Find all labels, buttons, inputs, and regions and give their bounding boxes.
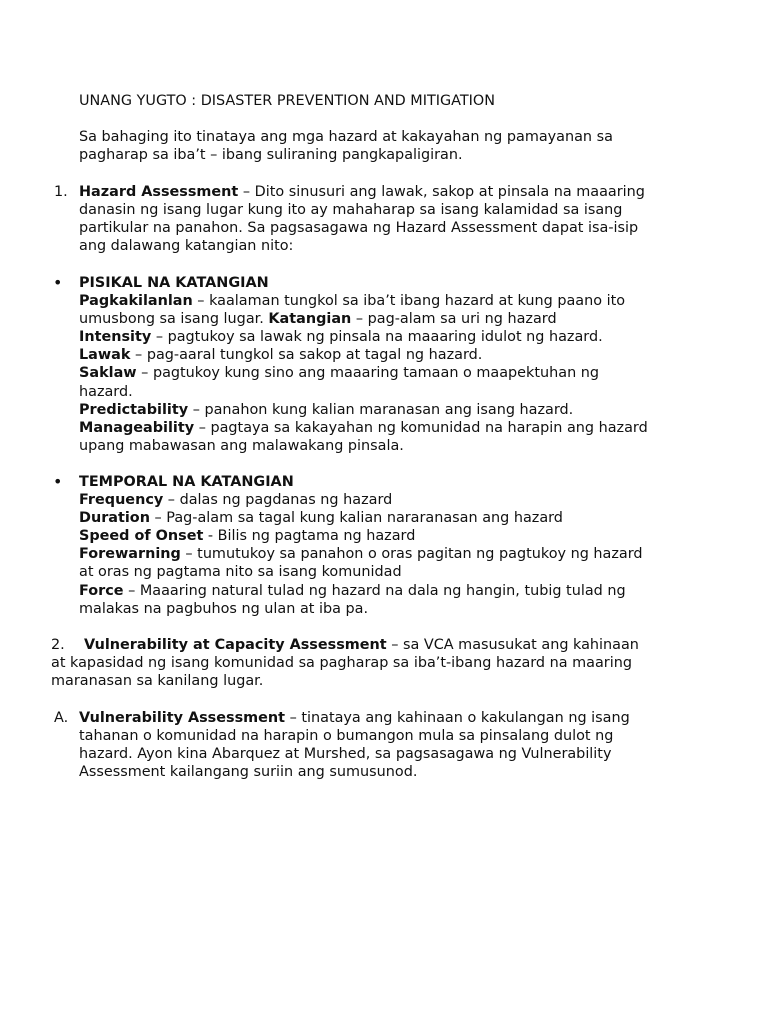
bullet-icon: • <box>53 472 63 491</box>
vulnerability-assessment-item: A. Vulnerability Assessment – tinataya ang kahinaan o kakulangan ng isang tahanan o komunidad na harapin o bumangon mula sa pinsalang dulot ng hazard. Ayon kina Abarquez at Murshed, sa pagsasagawa ng Vulnerability Assessment kailangang suriin ang sumusunod. <box>54 710 630 781</box>
section-heading: TEMPORAL NA KATANGIAN <box>79 474 294 490</box>
hazard-assessment-item: 1. Hazard Assessment – Dito sinusuri ang lawak, sakop at pinsala na maaaring danasin ng isang lugar kung ito ay mahaharap sa isang kalamidad sa isang partikular na panahon. Sa pagsasagawa ng Hazard Assessment dapat isa-isip ang dalawang katangian nito: <box>54 184 645 255</box>
document-title: UNANG YUGTO : DISASTER PREVENTION AND MITIGATION <box>79 93 496 109</box>
bullet-icon: • <box>53 273 63 292</box>
vulnerability-term: Vulnerability Assessment <box>79 710 286 726</box>
pisikal-section: • PISIKAL NA KATANGIAN Pagkakilanlan – kaalaman tungkol sa iba’t ibang hazard at kung paano ito umusbong sa isang lugar. Katangian – pag-alam sa uri ng hazard Intensity – pagtukoy sa lawak ng pinsala na maaaring idulot ng hazard. Lawak – pag-aaral tungkol sa sakop at tagal ng hazard. Saklaw – pagtukoy kung sino ang maaaring tamaan o maapektuhan ng hazard. Predictability – panahon kung kalian maranasan ang isang hazard. Manageability – pagtaya sa kakayahan ng komunidad na harapin ang hazard upang mabawasan ang malawakang pinsala. <box>53 273 648 454</box>
vca-term: Vulnerability at Capacity Assessment <box>84 637 387 653</box>
vca-item: 2. Vulnerability at Capacity Assessment – sa VCA masusukat ang kahinaan at kapasidad ng isang komunidad sa pagharap sa iba’t-ibang hazard na maaring maranasan sa kanilang lugar. <box>51 637 639 690</box>
temporal-section: • TEMPORAL NA KATANGIAN Frequency – dalas ng pagdanas ng hazard Duration – Pag-alam sa tagal kung kalian nararanasan ang hazard Speed of Onset - Bilis ng pagtama ng hazard Forewarning – tumutukoy sa panahon o oras pagitan ng pagtukoy ng hazard at oras ng pagtama nito sa isang komunidad Force – Maaaring natural tulad ng hazard na dala ng hangin, tubig tulad ng malakas na pagbuhos ng ulan at iba pa. <box>53 472 643 617</box>
hazard-assessment-term: Hazard Assessment <box>79 184 239 200</box>
intro-paragraph: Sa bahaging ito tinataya ang mga hazard at kakayahan ng pamayanan sa pagharap sa iba’t – ibang suliraning pangkapaligiran. <box>79 129 613 164</box>
section-heading: PISIKAL NA KATANGIAN <box>79 275 269 291</box>
